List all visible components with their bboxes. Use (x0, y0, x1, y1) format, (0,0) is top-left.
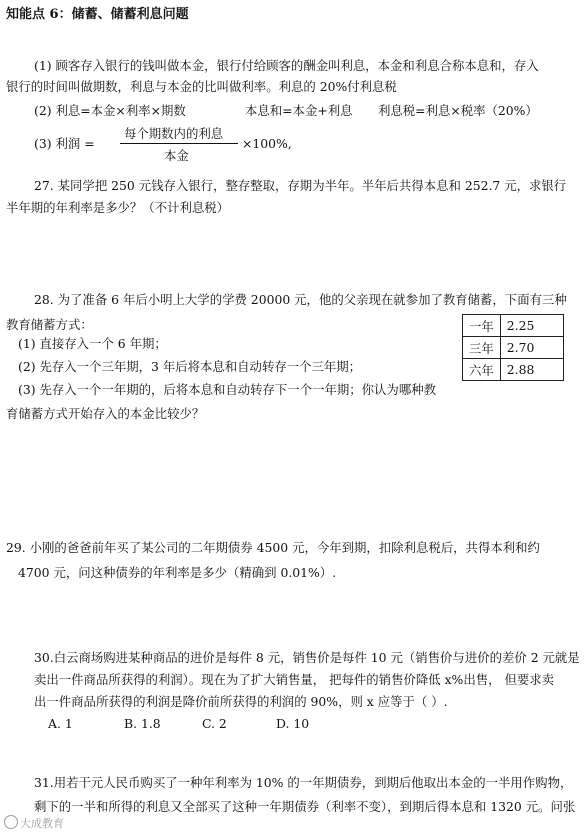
question-27-line-2: 半年期的年利率是多少？（不计利息税） (6, 200, 230, 215)
rate-row (463, 359, 564, 381)
question-28-option-3: (3) 先存入一个一年期的，后将本息和自动转存下一个一年期；你认为哪种教 (18, 382, 436, 397)
question-29-line-2: 4700 元，问这种债券的年利率是多少（精确到 0.01%）. (18, 565, 337, 580)
choice-b: B. 1.8 (124, 716, 161, 731)
question-30-line-3: 出一件商品所获得的利润是降价前所获得的利润的 90%，则 x 应等于（ ）. (34, 694, 448, 709)
choice-a: A. 1 (48, 716, 73, 731)
rate-value: 2.70 (500, 337, 563, 359)
question-31-line-1: 31.用若干元人民币购买了一种年利率为 10% 的一年期债券，到期后他取出本金的一半用作购物， (34, 775, 573, 790)
watermark-text: 大成教育 (20, 817, 64, 830)
concept-1-line-2: 银行的时间叫做期数，利息与本金的比叫做利率。利息的 20%付利息税 (6, 79, 397, 94)
choice-c: C. 2 (202, 716, 227, 731)
question-30-line-1: 30.白云商场购进某种商品的进价是每件 8 元，销售价是每件 10 元（销售价与进价的差价 2 元就是 (34, 650, 580, 665)
section-heading: 知能点 6：储蓄、储蓄利息问题 (6, 7, 189, 22)
question-28-line-1: 28. 为了准备 6 年后小明上大学的学费 20000 元，他的父亲现在就参加了教育储蓄，下面有三种 (34, 292, 567, 307)
rate-term: 一年 (463, 315, 501, 337)
rate-row (463, 337, 564, 359)
question-28-option-2: (2) 先存入一个三年期，3 年后将本息和自动转存一个三年期； (18, 359, 362, 374)
rate-value: 2.25 (500, 315, 563, 337)
concept-2-principal-sum-formula: 本息和=本金+利息 (245, 103, 353, 118)
question-29-line-1: 29. 小刚的爸爸前年买了某公司的二年期债券 4500 元，今年到期，扣除利息税后，共得本利和约 (6, 540, 540, 555)
fraction-bar (120, 143, 238, 144)
question-31-line-2: 剩下的一半和所得的利息又全部买了这种一年期债券（利率不变），到期后得本息和 1320 元。问张 (34, 799, 576, 814)
question-28-option-1: (1) 直接存入一个 6 年期； (18, 336, 167, 351)
rate-table (462, 314, 564, 381)
fraction-denominator: 本金 (164, 148, 189, 163)
watermark-logo-icon (4, 815, 18, 829)
concept-2-tax-formula: 利息税=利息×税率（20%） (378, 103, 538, 118)
choice-d: D. 10 (276, 716, 310, 731)
question-28-line-2: 教育储蓄方式： (6, 317, 93, 332)
watermark (4, 815, 64, 831)
concept-3-label: (3) 利润 = (34, 136, 95, 151)
concept-2-interest-formula: (2) 利息=本金×利率×期数 (34, 103, 186, 118)
concept-3-suffix: ×100%, (242, 136, 292, 151)
concept-1-line-1: (1) 顾客存入银行的钱叫做本金，银行付给顾客的酬金叫利息，本金和利息合称本息和，存入 (34, 58, 539, 73)
question-28-line-last: 育储蓄方式开始存入的本金比较少？ (6, 406, 205, 421)
question-27-line-1: 27. 某同学把 250 元钱存入银行，整存整取，存期为半年。半年后共得本息和 252.7 元，求银行 (34, 178, 567, 193)
rate-value: 2.88 (500, 359, 563, 381)
rate-term: 三年 (463, 337, 501, 359)
fraction-numerator: 每个期数内的利息 (124, 126, 224, 141)
rate-row (463, 315, 564, 337)
question-30-line-2: 卖出一件商品所获得的利润）。现在为了扩大销售量， 把每件的销售价降低 x%出售， 但要求卖 (34, 672, 555, 687)
profit-fraction (120, 124, 240, 164)
rate-term: 六年 (463, 359, 501, 381)
